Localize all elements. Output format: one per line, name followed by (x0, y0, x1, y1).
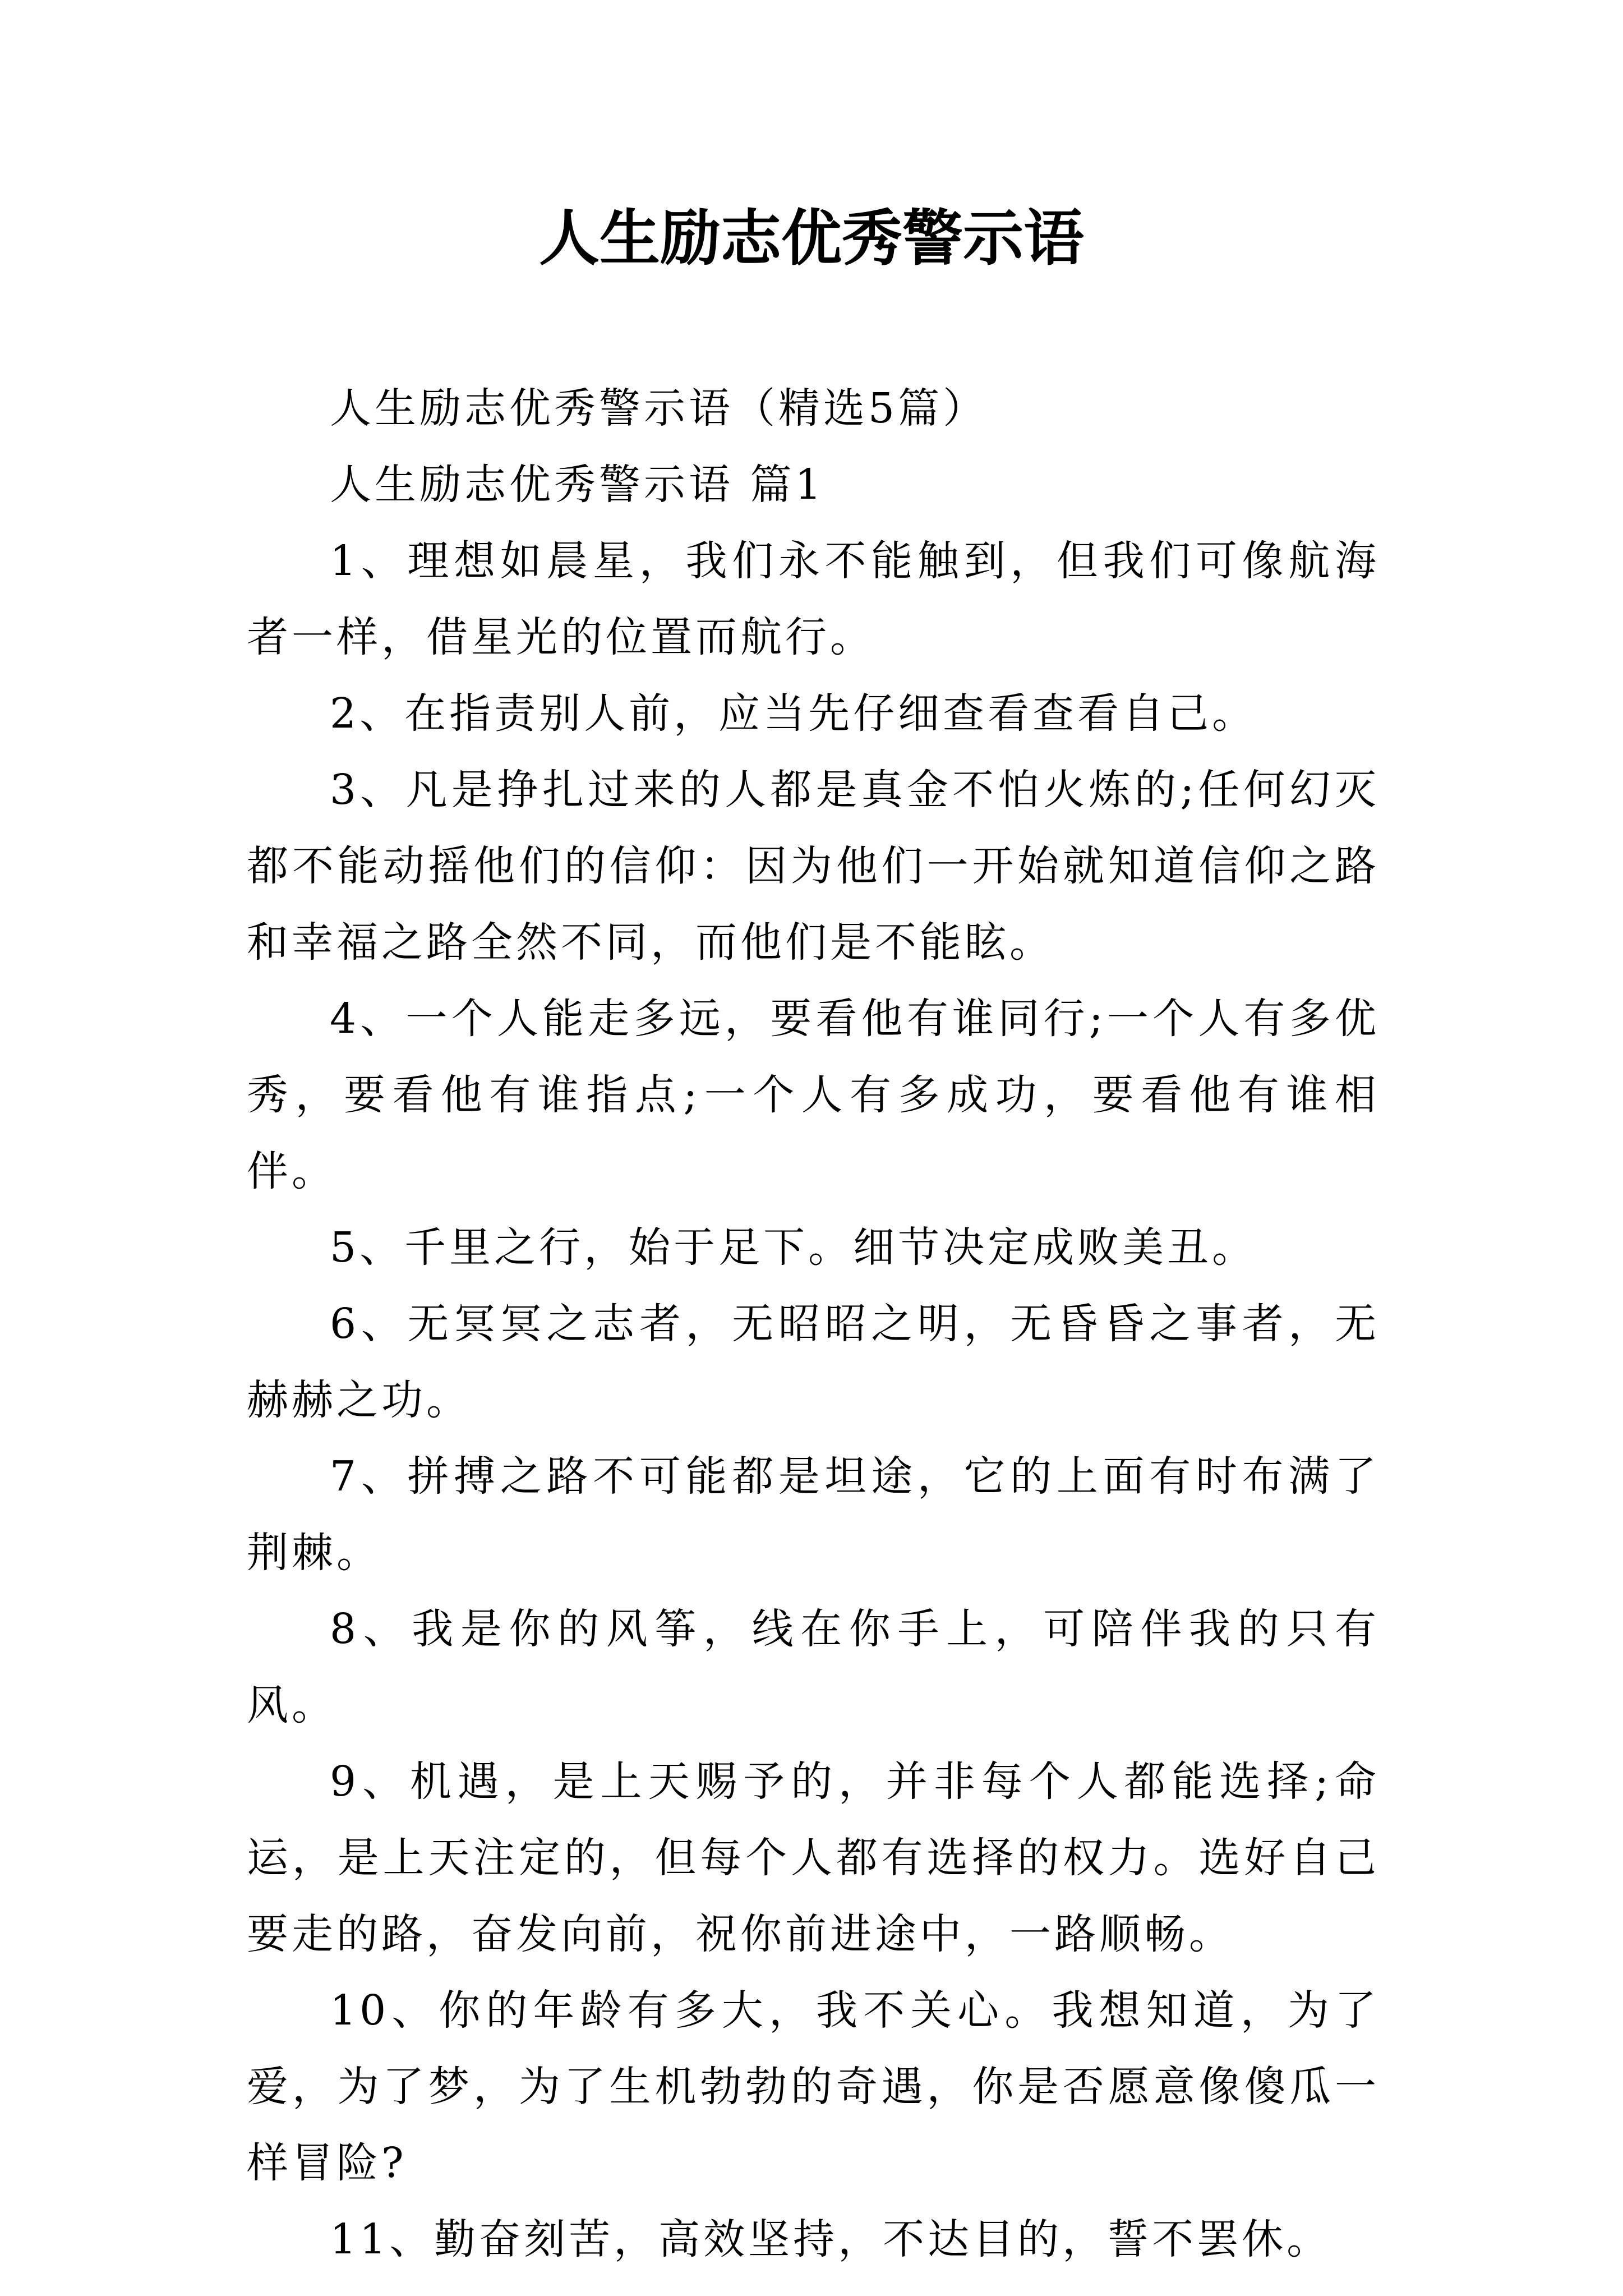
quote-paragraph-8: 8、我是你的风筝，线在你手上，可陪伴我的只有风。 (247, 1605, 1380, 1729)
quote-paragraph-9: 9、机遇，是上天赐予的，并非每个人都能选择;命运，是上天注定的，但每个人都有选择的权力。选好自己要走的路，奋发向前，祝你前进途中，一路顺畅。 (247, 1757, 1380, 1958)
quote-paragraph-1: 1、理想如晨星，我们永不能触到，但我们可像航海者一样，借星光的位置而航行。 (247, 537, 1380, 661)
document-body (247, 370, 1380, 2277)
quote-paragraph-2: 2、在指责别人前，应当先仔细查看查看自己。 (330, 689, 1257, 738)
quote-paragraph-10: 10、你的年龄有多大，我不关心。我想知道，为了爱，为了梦，为了生机勃勃的奇遇，你是否愿意像傻瓜一样冒险? (247, 1986, 1380, 2187)
quote-paragraph-6: 6、无冥冥之志者，无昭昭之明，无昏昏之事者，无赫赫之功。 (247, 1300, 1380, 1424)
section-heading: 人生励志优秀警示语 篇1 (330, 461, 825, 509)
quote-paragraph-3: 3、凡是挣扎过来的人都是真金不怕火炼的;任何幻灭都不能动摇他们的信仰：因为他们一开始就知道信仰之路和幸福之路全然不同，而他们是不能眩。 (247, 766, 1380, 967)
quote-paragraph-5: 5、千里之行，始于足下。细节决定成败美丑。 (330, 1223, 1257, 1272)
quote-paragraph-11: 11、勤奋刻苦，高效坚持，不达目的，誓不罢休。 (330, 2215, 1332, 2263)
quote-paragraph-7: 7、拼搏之路不可能都是坦途，它的上面有时布满了荆棘。 (247, 1452, 1380, 1577)
quote-paragraph-4: 4、一个人能走多远，要看他有谁同行;一个人有多优秀，要看他有谁指点;一个人有多成功，要看他有谁相伴。 (247, 995, 1380, 1195)
page-title: 人生励志优秀警示语 (538, 203, 1084, 274)
document-subtitle: 人生励志优秀警示语（精选5篇） (330, 384, 988, 432)
